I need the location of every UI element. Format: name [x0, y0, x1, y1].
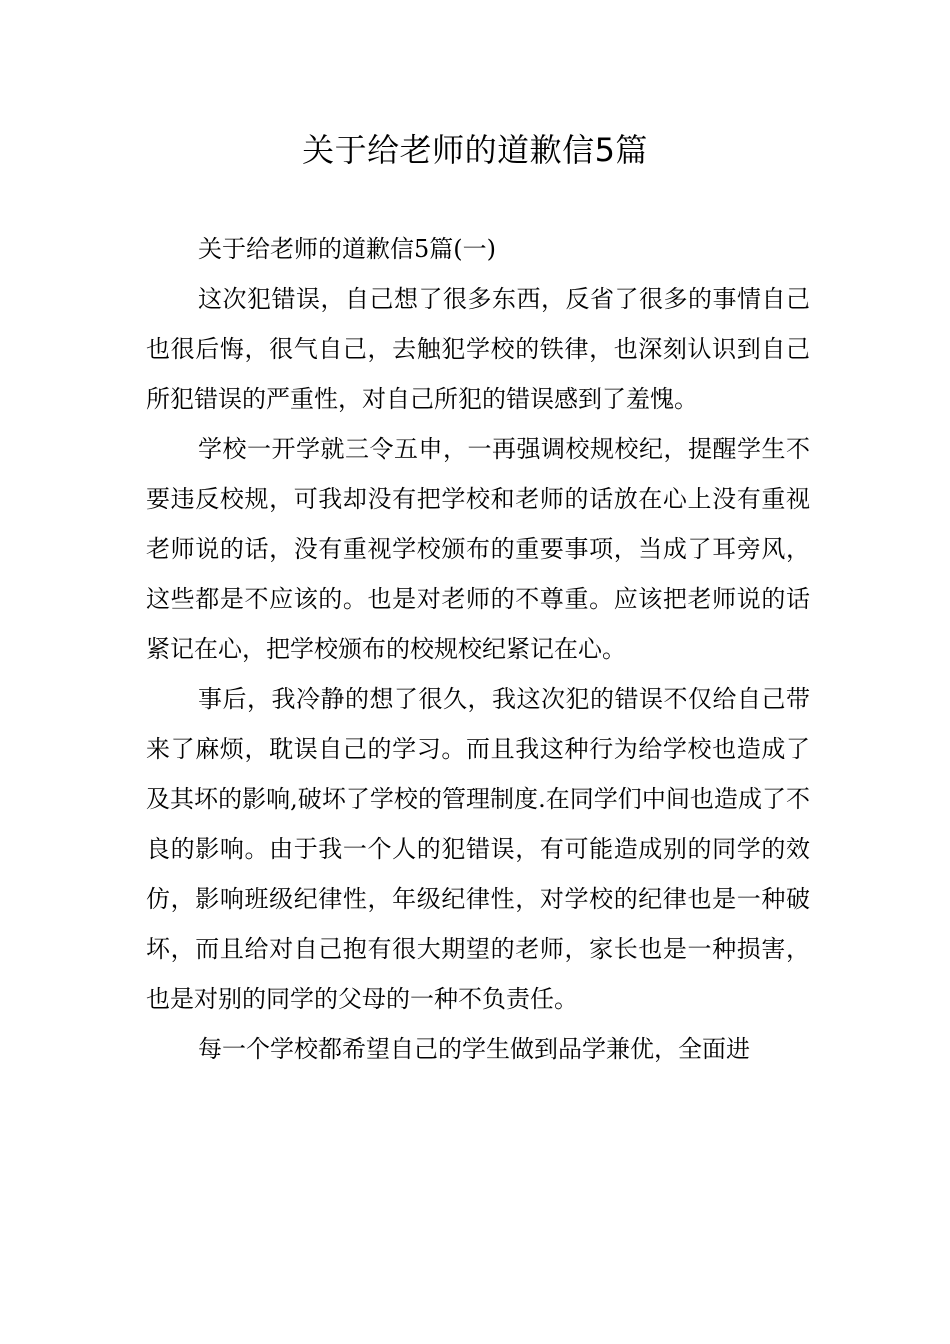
paragraph-2: 学校一开学就三令五申，一再强调校规校纪，提醒学生不要违反校规，可我却没有把学校和老师的话放在心上没有重视老师说的话，没有重视学校颁布的重要事项，当成了耳旁风，这些都是不应该的。也是对老师的不尊重。应该把老师说的话紧记在心，把学校颁布的校规校纪紧记在心。: [146, 435, 810, 663]
paragraph-3: 事后，我冷静的想了很久，我这次犯的错误不仅给自己带来了麻烦，耽误自己的学习。而且我这种行为给学校也造成了及其坏的影响,破坏了学校的管理制度.在同学们中间也造成了不良的影响。由于我一个人的犯错误，有可能造成别的同学的效仿，影响班级纪律性，年级纪律性，对学校的纪律也是一种破坏，而且给对自己抱有很大期望的老师，家长也是一种损害，也是对别的同学的父母的一种不负责任。: [146, 685, 810, 1013]
section-heading: 关于给老师的道歉信5篇(一): [198, 235, 496, 263]
document-body: [146, 224, 810, 1074]
document-title: 关于给老师的道歉信5篇: [302, 131, 648, 169]
paragraph-1: 这次犯错误，自己想了很多东西，反省了很多的事情自己也很后悔，很气自己，去触犯学校的铁律，也深刻认识到自己所犯错误的严重性，对自己所犯的错误感到了羞愧。: [146, 285, 810, 413]
paragraph-4: 每一个学校都希望自己的学生做到品学兼优，全面进: [198, 1035, 750, 1063]
